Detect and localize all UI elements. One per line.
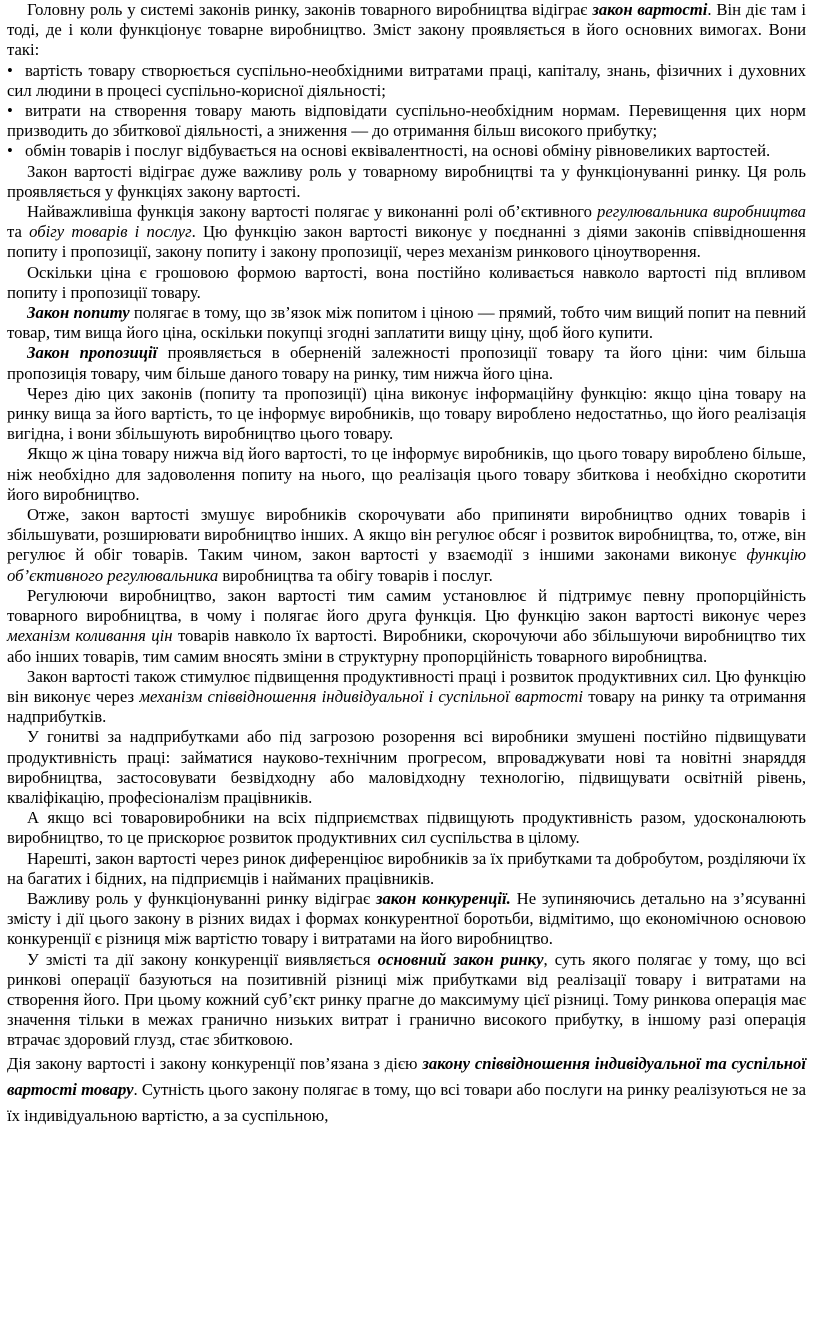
text-run: У гонитві за надприбутками або під загрозою розорення всі виробники змушені постійно підвищувати продуктивність праці: займатися науково-технічним прогресом, впроваджувати нові та новітні знаряддя виробництва, застосовувати безвідходну або маловідходну технологію, підвищувати освітній рівень, кваліфікацію, професіоналізм працівників.: [7, 727, 806, 807]
text-run: . Він діє там і тоді, де і коли функціонує товарне виробництво. Зміст закону проявляється в його основних вимогах. Вони такі:: [7, 0, 806, 60]
text-run: А якщо всі товаровиробники на всіх підприємствах підвищують продуктивність разом, удосконалюють виробництво, то це прискорює розвиток продуктивних сил суспільства в цілому.: [7, 808, 806, 848]
text-run: полягає в тому, що зв’язок між попитом і ціною — прямий, тобто чим вищий попит на певний товар, тим вища його ціна, оскільки покупці згодні заплатити вищу ціну, щоб його купити.: [7, 303, 807, 343]
text-run: Отже, закон вартості змушує виробників скорочувати або припиняти виробництво одних товарів і збільшувати, розширювати виробництво інших. А якщо він регулює обсяг і розвиток виробництва, то, отже, він регулює й обіг товарів. Таким чином, закон вартості у взаємодії з іншими законами виконує: [7, 505, 806, 565]
text-run: Регулюючи виробництво, закон вартості тим самим установлює й підтримує певну пропорційність товарного виробництва, в чому і полягає його друга функція. Цю функцію закон вартості виконує через: [7, 585, 806, 626]
paragraph: [7, 849, 806, 889]
paragraph: [7, 505, 806, 586]
text-run: Закон вартості також стимулює підвищення продуктивності праці і розвиток продуктивних сил. Цю функцію він виконує через: [7, 666, 806, 706]
text-run: . Цю функцію закон вартості виконує у поєднанні з діями законів співвідношення попиту і пропозиції, закону попиту і закону пропозиції, через механізм ринкового ціноутворення.: [7, 222, 806, 262]
text-run: Оскільки ціна є грошовою формою вартості, вона постійно коливається навколо вартості під впливом попиту і пропозиції товару.: [7, 262, 806, 302]
emphasis-term: закон конкуренції.: [375, 888, 511, 908]
text-run: Головну роль у системі законів ринку, законів товарного виробництва відіграє: [27, 0, 593, 19]
paragraph: [7, 889, 806, 950]
paragraph: [7, 808, 806, 848]
paragraph: [7, 727, 806, 808]
paragraph: [7, 444, 806, 505]
paragraph: [7, 950, 806, 1051]
bullet-item: [7, 61, 806, 101]
bullet-icon: •: [7, 141, 13, 161]
text-run: Найважливіша функція закону вартості полягає у виконанні ролі об’єктивного: [27, 202, 598, 222]
paragraph: [7, 202, 806, 263]
text-run: обмін товарів і послуг відбувається на основі еквівалентності, на основі обміну рівновеликих вартостей.: [25, 141, 771, 161]
emphasis-term: закон вартості: [592, 0, 708, 19]
paragraph: [7, 303, 806, 343]
italic-term: функцію об’єктивного регулювальника: [7, 545, 806, 585]
text-run: товару на ринку та отримання надприбутків.: [7, 686, 806, 727]
bullet-icon: •: [7, 101, 13, 121]
bullet-item: [7, 101, 806, 141]
paragraph: [7, 384, 806, 445]
paragraph: [7, 667, 806, 728]
text-run: Не зупиняючись детально на з’ясуванні змісту і дії цього закону в різних видах і формах конкурентної боротьби, відмітимо, що економічною основою конкуренції є різниця між вартістю товару і витратами на його виробництво.: [7, 888, 806, 949]
paragraph: [7, 586, 806, 667]
text-run: виробництва та обігу товарів і послуг.: [218, 565, 493, 585]
text-run: У змісті та дії закону конкуренції виявляється: [27, 949, 378, 969]
italic-term: обігу товарів і послуг: [29, 222, 192, 242]
italic-term: механізм співвідношення індивідуальної і суспільної вартості: [139, 686, 583, 706]
paragraph: [7, 1051, 806, 1129]
bullet-item: [7, 141, 806, 161]
emphasis-term: Закон попиту: [27, 303, 130, 323]
italic-term: механізм коливання цін: [7, 626, 173, 646]
text-run: , суть якого полягає у тому, що всі ринкові операції базуються на позитивній різниці між прибутками від реалізації товару і витратами на створення його. При цьому кожний суб’єкт ринку прагне до максимуму цієї різниці. Тому ринкова операція має значення тільки в межах гранично низьких витрат і гранично високого прибутку, в іншому разі операція втрачає здоровий глузд, стає збитковою.: [7, 949, 806, 1050]
text-run: Нарешті, закон вартості через ринок диференціює виробників за їх прибутками та добробутом, розділяючи їх на багатих і бідних, на підприємців і найманих працівників.: [7, 848, 806, 888]
paragraph: [7, 263, 806, 303]
bullet-icon: •: [7, 60, 13, 80]
text-run: вартість товару створюється суспільно-необхідними витратами праці, капіталу, знань, фізичних і духовних сил людини в процесі суспільно-корисної діяльності;: [7, 60, 806, 100]
paragraph: [7, 343, 806, 383]
paragraph: [7, 0, 806, 61]
emphasis-term: Закон пропозиції: [27, 343, 158, 363]
paragraph: [7, 162, 806, 202]
text-run: Через дію цих законів (попиту та пропозиції) ціна виконує інформаційну функцію: якщо ціна товару на ринку вища за його вартість, то це інформує виробників, що товару вироблено недостатньо, що його реалізація вигідна, і вони збільшують виробництво цього товару.: [7, 383, 806, 444]
text-run: Якщо ж ціна товару нижча від його вартості, то це інформує виробників, що цього товару вироблено більше, ніж необхідно для задоволення попиту на нього, що реалізація цього товару збиткова і необхідно скоротити його виробництво.: [7, 444, 806, 504]
italic-term: регулювальника виробництва: [597, 202, 806, 222]
text-run: . Сутність цього закону полягає в тому, що всі товари або послуги на ринку реалізуються не за їх індивідуальною вартістю, а за суспільною,: [7, 1079, 806, 1125]
text-run: та: [7, 222, 30, 242]
text-run: витрати на створення товару мають відповідати суспільно-необхідним нормам. Перевищення цих норм призводить до збиткової діяльності, а зниження — до отримання більш високого прибутку;: [7, 101, 806, 141]
emphasis-term: основний закон ринку: [377, 949, 544, 969]
text-run: Закон вартості відіграє дуже важливу роль у товарному виробництві та у функціонуванні ринку. Ця роль проявляється у функціях закону вартості.: [7, 161, 806, 201]
text-run: Дія закону вартості і закону конкуренції пов’язана з дією: [7, 1053, 423, 1073]
text-run: товарів навколо їх вартості. Виробники, скорочуючи або збільшуючи виробництво тих або інших товарів, тим самим вносять зміни в структурну пропорційність товарного виробництва.: [7, 626, 806, 666]
text-run: Важливу роль у функціонуванні ринку відіграє: [27, 888, 376, 908]
text-run: проявляється в оберненій залежності пропозиції товару та його ціни: чим більша пропозиція товару, чим більше даного товару на ринку, тим нижча його ціна.: [7, 343, 806, 383]
emphasis-term: закону співвідношення індивідуальної та суспільної вартості товару: [7, 1053, 806, 1099]
